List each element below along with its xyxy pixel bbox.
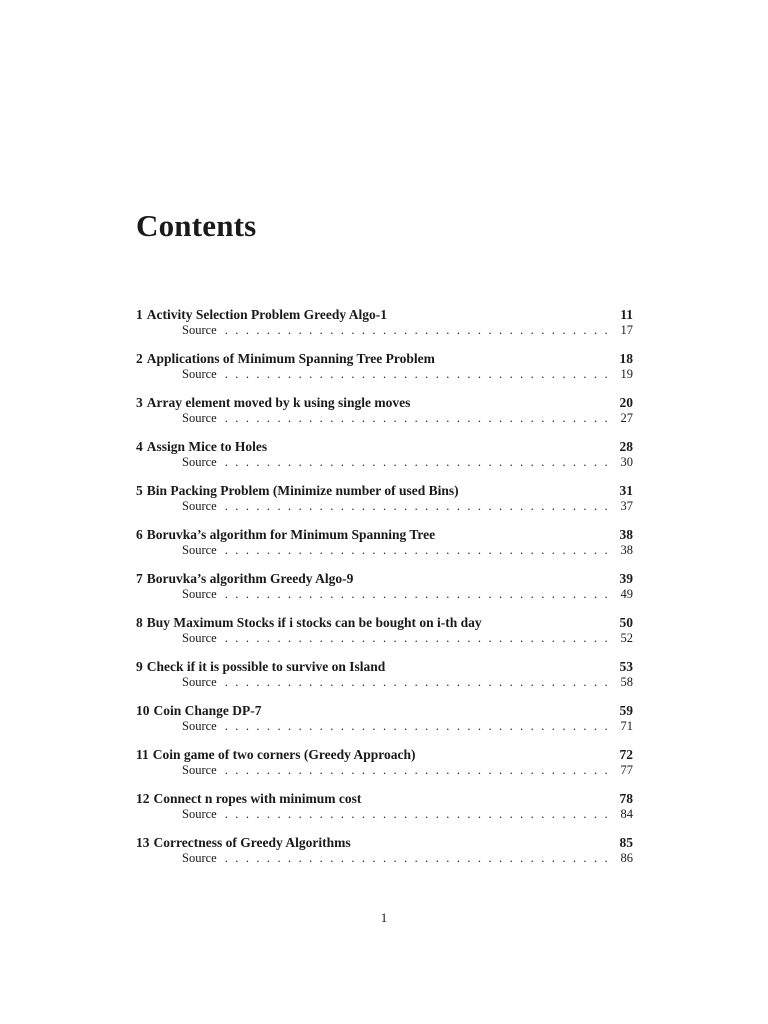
dot-leader: [225, 455, 611, 470]
chapter-row[interactable]: [136, 526, 633, 543]
chapter-page-number: 78: [619, 791, 633, 806]
chapter-title-text: Activity Selection Problem Greedy Algo-1: [146, 307, 387, 322]
chapter-row[interactable]: [136, 570, 633, 587]
toc-entry[interactable]: [136, 658, 633, 702]
chapter-row[interactable]: [136, 746, 633, 763]
dot-leader: [225, 543, 611, 558]
toc-entry[interactable]: [136, 790, 633, 834]
source-page-number: 19: [620, 367, 633, 381]
chapter-title[interactable]: [136, 746, 415, 763]
chapter-number: 3: [136, 395, 143, 410]
chapter-row[interactable]: [136, 614, 633, 631]
source-label[interactable]: Source: [182, 719, 217, 733]
toc-entry[interactable]: [136, 350, 633, 394]
chapter-number: 6: [136, 527, 143, 542]
chapter-title[interactable]: [136, 526, 435, 543]
chapter-title[interactable]: [136, 306, 387, 323]
chapter-title[interactable]: [136, 658, 385, 675]
dot-leader: [225, 763, 611, 778]
source-row[interactable]: [136, 631, 633, 646]
source-label[interactable]: Source: [182, 851, 217, 865]
chapter-title-text: Correctness of Greedy Algorithms: [153, 835, 351, 850]
dot-leader: [225, 675, 611, 690]
chapter-title[interactable]: [136, 350, 435, 367]
chapter-row[interactable]: [136, 306, 633, 323]
chapter-number: 1: [136, 307, 143, 322]
chapter-number: 4: [136, 439, 143, 454]
chapter-page-number: 53: [619, 659, 633, 674]
chapter-title-text: Check if it is possible to survive on Island: [146, 659, 386, 674]
table-of-contents: [136, 306, 633, 878]
source-page-number: 30: [620, 455, 633, 469]
source-row[interactable]: [136, 411, 633, 426]
chapter-title-text: Connect n ropes with minimum cost: [153, 791, 362, 806]
page-number: 1: [380, 910, 388, 925]
chapter-row[interactable]: [136, 350, 633, 367]
chapter-number: 11: [136, 747, 149, 762]
source-label[interactable]: Source: [182, 323, 217, 337]
toc-entry[interactable]: [136, 570, 633, 614]
dot-leader: [225, 631, 611, 646]
chapter-page-number: 20: [619, 395, 633, 410]
chapter-number: 9: [136, 659, 143, 674]
chapter-title-text: Applications of Minimum Spanning Tree Problem: [146, 351, 435, 366]
source-row[interactable]: [136, 851, 633, 866]
dot-leader: [225, 719, 611, 734]
source-page-number: 38: [620, 543, 633, 557]
dot-leader: [225, 499, 611, 514]
chapter-number: 8: [136, 615, 143, 630]
source-label[interactable]: Source: [182, 543, 217, 557]
source-label[interactable]: Source: [182, 587, 217, 601]
chapter-page-number: 39: [619, 571, 633, 586]
chapter-row[interactable]: [136, 790, 633, 807]
toc-entry[interactable]: [136, 526, 633, 570]
source-page-number: 84: [620, 807, 633, 821]
source-row[interactable]: [136, 499, 633, 514]
chapter-number: 7: [136, 571, 143, 586]
chapter-row[interactable]: [136, 394, 633, 411]
chapter-page-number: 28: [619, 439, 633, 454]
chapter-title[interactable]: [136, 702, 262, 719]
chapter-row[interactable]: [136, 702, 633, 719]
dot-leader: [225, 807, 611, 822]
chapter-page-number: 50: [619, 615, 633, 630]
chapter-title[interactable]: [136, 834, 351, 851]
source-row[interactable]: [136, 455, 633, 470]
source-label[interactable]: Source: [182, 499, 217, 513]
dot-leader: [225, 587, 611, 602]
dot-leader: [225, 323, 611, 338]
chapter-title-text: Bin Packing Problem (Minimize number of used Bins): [146, 483, 459, 498]
source-row[interactable]: [136, 587, 633, 602]
toc-entry[interactable]: [136, 482, 633, 526]
source-page-number: 49: [620, 587, 633, 601]
chapter-number: 5: [136, 483, 143, 498]
chapter-title[interactable]: [136, 438, 267, 455]
chapter-page-number: 38: [619, 527, 633, 542]
chapter-number: 2: [136, 351, 143, 366]
source-page-number: 58: [620, 675, 633, 689]
source-row[interactable]: [136, 323, 633, 338]
dot-leader: [225, 411, 611, 426]
source-page-number: 71: [620, 719, 633, 733]
page-title: Contents: [136, 208, 257, 243]
source-row[interactable]: [136, 719, 633, 734]
chapter-number: 10: [136, 703, 150, 718]
toc-entry[interactable]: [136, 394, 633, 438]
chapter-page-number: 11: [620, 307, 633, 322]
chapter-page-number: 31: [619, 483, 633, 498]
source-row[interactable]: [136, 763, 633, 778]
chapter-title[interactable]: [136, 570, 353, 587]
chapter-number: 13: [136, 835, 150, 850]
toc-entry[interactable]: [136, 702, 633, 746]
source-page-number: 86: [620, 851, 633, 865]
source-row[interactable]: [136, 543, 633, 558]
chapter-title[interactable]: [136, 394, 410, 411]
source-page-number: 27: [620, 411, 633, 425]
chapter-title-text: Boruvka’s algorithm Greedy Algo-9: [146, 571, 354, 586]
source-row[interactable]: [136, 675, 633, 690]
source-row[interactable]: [136, 367, 633, 382]
dot-leader: [225, 851, 611, 866]
chapter-number: 12: [136, 791, 150, 806]
source-row[interactable]: [136, 807, 633, 822]
source-page-number: 17: [620, 323, 633, 337]
toc-entry[interactable]: [136, 438, 633, 482]
chapter-title-text: Array element moved by k using single moves: [146, 395, 411, 410]
chapter-title-text: Coin Change DP-7: [153, 703, 262, 718]
source-label[interactable]: Source: [182, 367, 217, 381]
toc-entry[interactable]: [136, 834, 633, 878]
chapter-title[interactable]: [136, 614, 482, 631]
source-label[interactable]: Source: [182, 411, 217, 425]
chapter-title-text: Boruvka’s algorithm for Minimum Spanning Tree: [146, 527, 436, 542]
source-label[interactable]: Source: [182, 631, 217, 645]
toc-entry[interactable]: [136, 614, 633, 658]
source-page-number: 52: [620, 631, 633, 645]
chapter-title[interactable]: [136, 790, 361, 807]
chapter-page-number: 85: [619, 835, 633, 850]
source-label[interactable]: Source: [182, 675, 217, 689]
chapter-page-number: 72: [619, 747, 633, 762]
chapter-row[interactable]: [136, 438, 633, 455]
chapter-row[interactable]: [136, 658, 633, 675]
chapter-row[interactable]: [136, 834, 633, 851]
toc-entry[interactable]: [136, 306, 633, 350]
source-page-number: 77: [620, 763, 633, 777]
chapter-title-text: Assign Mice to Holes: [146, 439, 268, 454]
chapter-page-number: 18: [619, 351, 633, 366]
dot-leader: [225, 367, 611, 382]
chapter-title[interactable]: [136, 482, 459, 499]
chapter-title-text: Buy Maximum Stocks if i stocks can be bought on i-th day: [146, 615, 482, 630]
chapter-title-text: Coin game of two corners (Greedy Approach): [152, 747, 416, 762]
source-label[interactable]: Source: [182, 763, 217, 777]
source-label[interactable]: Source: [182, 455, 217, 469]
chapter-row[interactable]: [136, 482, 633, 499]
source-page-number: 37: [620, 499, 633, 513]
source-label[interactable]: Source: [182, 807, 217, 821]
toc-entry[interactable]: [136, 746, 633, 790]
chapter-page-number: 59: [619, 703, 633, 718]
